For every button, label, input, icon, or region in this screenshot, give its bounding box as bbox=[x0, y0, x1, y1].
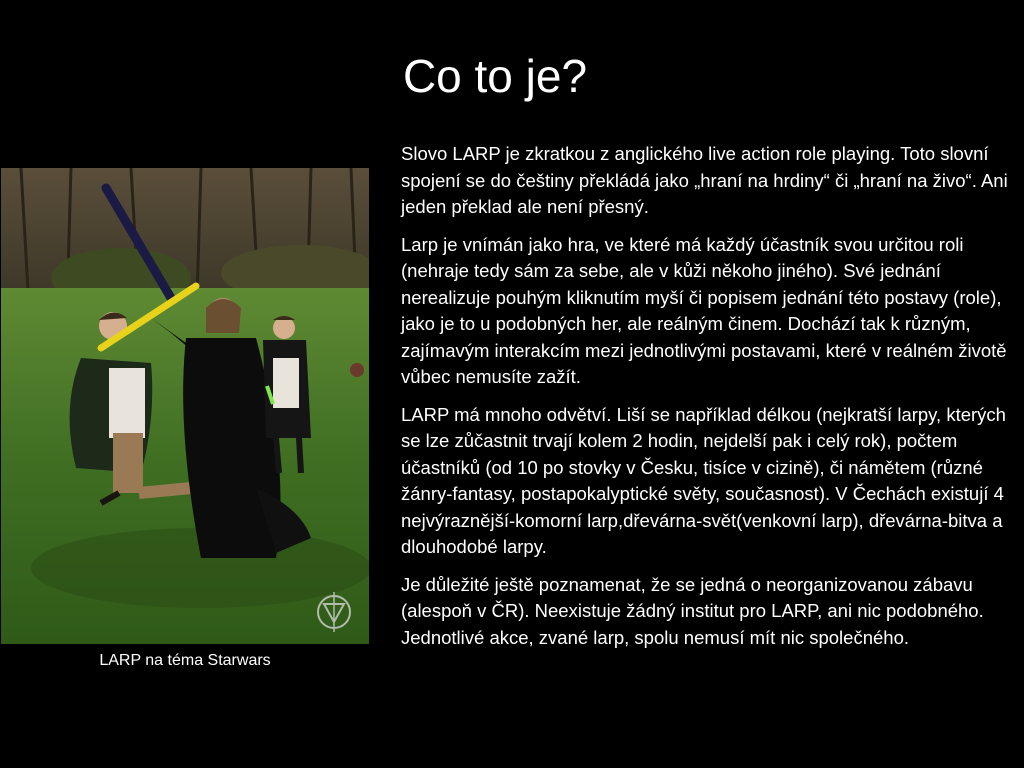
body-text bbox=[401, 141, 1015, 662]
paragraph: LARP má mnoho odvětví. Liší se například délkou (nejkratší larpy, kterých se lze zůčastnit trvají kolem 2 hodin, nejdelší pak i celý rok), počtem účastníků (od 10 po stovky v Česku, tisíce v cizině), či námětem (různé žánry-fantasy, postapokalyptické světy, současnost). V Čechách existují 4 nejvýraznější-komorní larp,dřevárna-svět(venkovní larp), dřevárna-bitva a dlouhodobé larpy. bbox=[401, 403, 1006, 557]
distant-figure bbox=[350, 363, 364, 377]
photo-caption: LARP na téma Starwars bbox=[99, 652, 271, 669]
larp-photo-illustration bbox=[1, 168, 369, 644]
paragraph: Larp je vnímán jako hra, ve které má každý účastník svou určitou roli (nehraje tedy sám za sebe, ale v kůži někoho jiného). Své jednání nerealizuje pouhým kliknutím myší či popisem jednání této postavy (role), jako je to u podobných her, ale reálným činem. Dochází tak k různým, zajímavým interakcím mezi jednotlivými postavami, které v reálném životě vůbec nemusíte zažít. bbox=[401, 233, 1007, 387]
paragraph: Slovo LARP je zkratkou z anglického live action role playing. Toto slovní spojení se do češtiny překládá jako „hraní na hrdiny“ či „hraní na živo“. Ani jeden překlad ale není přesný. bbox=[401, 143, 1008, 217]
larp-photo bbox=[1, 168, 369, 644]
paragraph: Je důležité ještě poznamenat, že se jedná o neorganizovanou zábavu (alespoň v ČR). Neexistuje žádný institut pro LARP, ani nic podobného. Jednotlivé akce, zvané larp, spolu nemusí mít nic společného. bbox=[401, 573, 984, 648]
slide-title: Co to je? bbox=[402, 50, 588, 102]
